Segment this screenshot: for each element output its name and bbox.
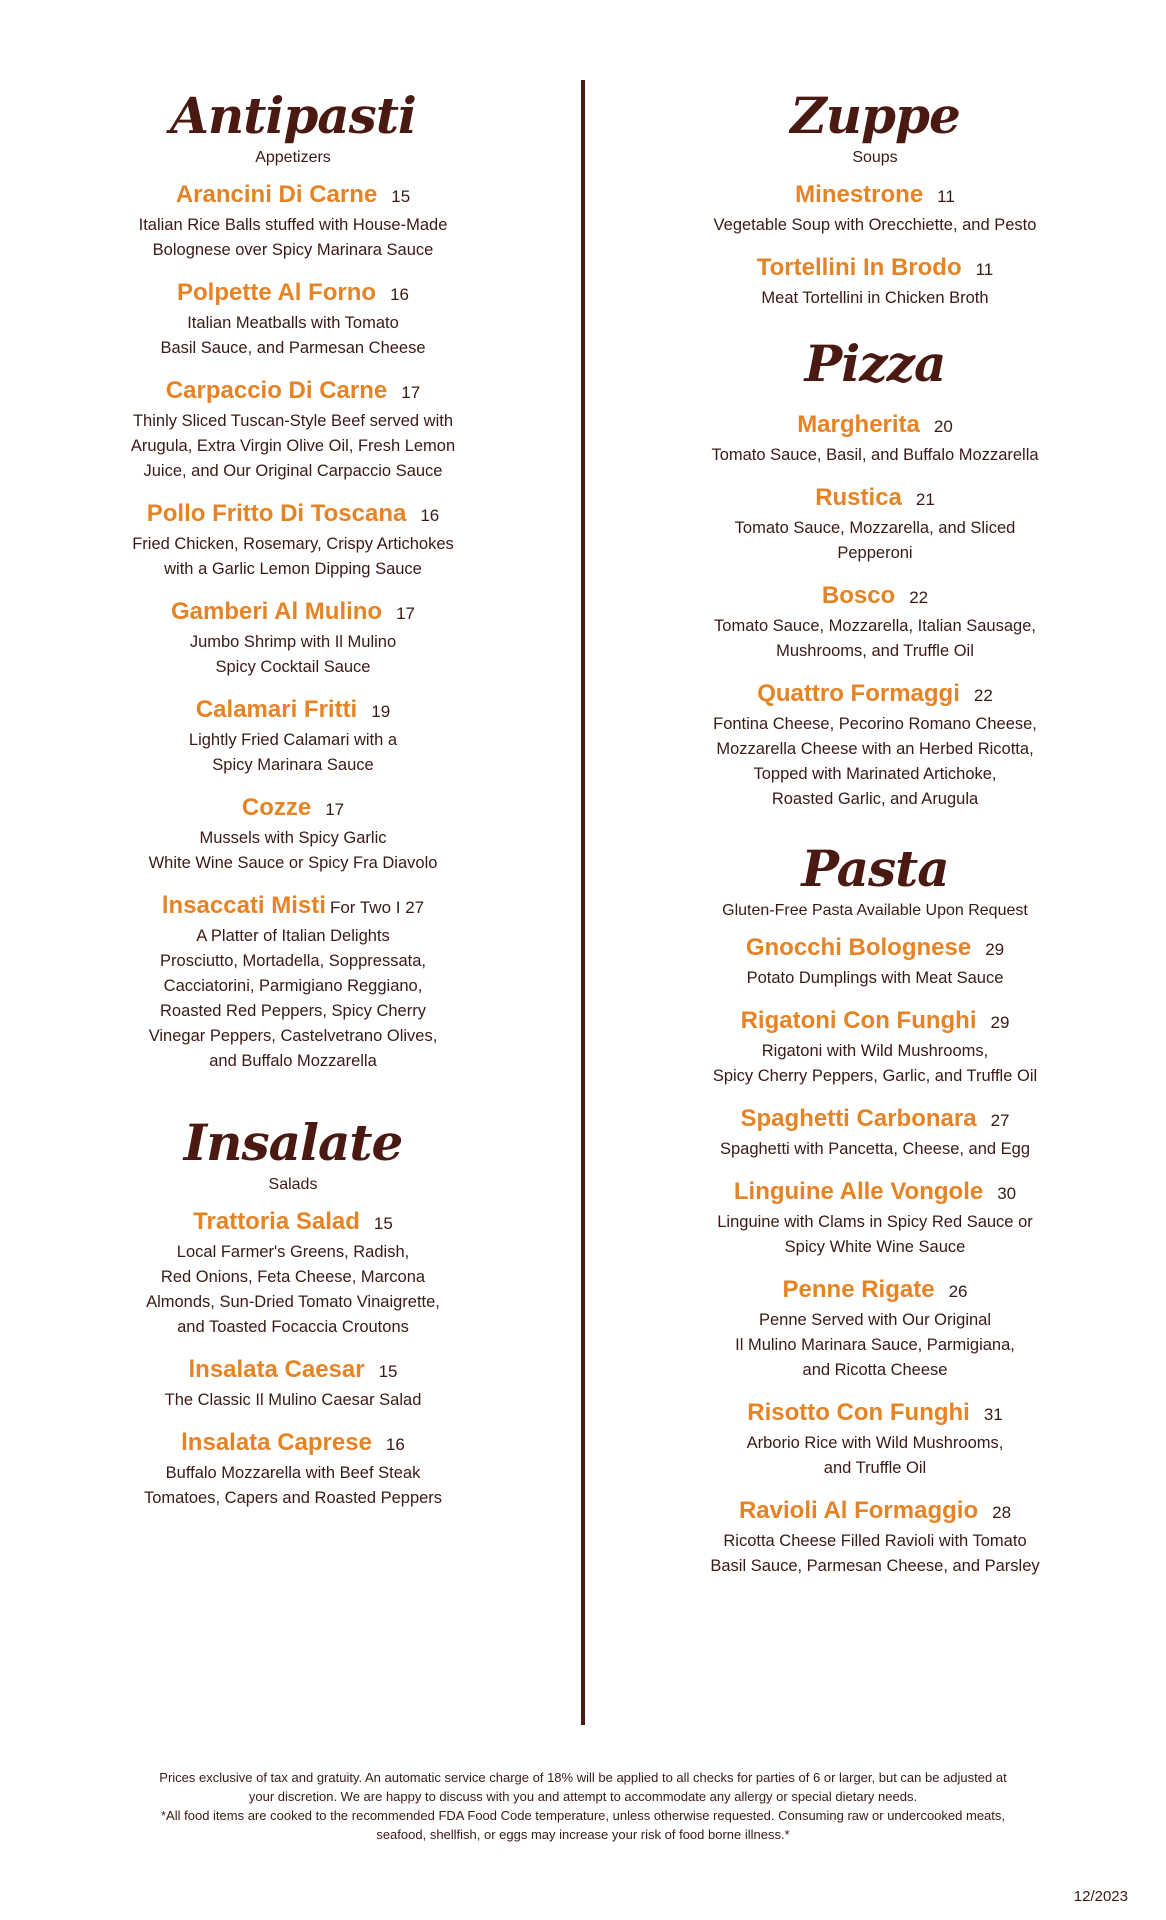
menu-item-price: 15 — [391, 187, 411, 206]
menu-item-price: 16 — [385, 1435, 405, 1454]
section-gap — [120, 1089, 466, 1115]
menu-item — [690, 1496, 1060, 1579]
menu-item-price: 17 — [396, 604, 416, 623]
section-title: Pasta — [801, 839, 949, 898]
menu-item-price: 31 — [983, 1405, 1003, 1424]
menu-item-price: 17 — [325, 800, 345, 819]
menu-item — [120, 1428, 466, 1511]
section-subtitle: Soups — [852, 149, 898, 166]
zuppe-section — [690, 88, 1060, 311]
menu-item-header — [690, 483, 1060, 516]
menu-item-header — [690, 253, 1060, 286]
section-title: Zuppe — [790, 86, 960, 145]
menu-item-header — [120, 376, 466, 409]
menu-item-price: 28 — [992, 1503, 1012, 1522]
menu-item-name: Ravioli Al Formaggio — [738, 1497, 979, 1524]
menu-item-header — [690, 933, 1060, 966]
menu-item-header — [690, 180, 1060, 213]
menu-item-name: Linguine Alle Vongole — [733, 1178, 984, 1205]
menu-item-price: 15 — [378, 1362, 398, 1381]
menu-item-description: Penne Served with Our Original Il Mulino Marinara Sauce, Parmigiana, and Ricotta Cheese — [735, 1311, 1015, 1379]
menu-item — [120, 793, 466, 876]
item-list — [690, 933, 1060, 1579]
menu-item-price: 15 — [373, 1214, 393, 1233]
menu-item-description: Buffalo Mozzarella with Beef Steak Tomatoes, Capers and Roasted Peppers — [143, 1464, 443, 1507]
section-title: Antipasti — [170, 86, 416, 145]
menu-item — [690, 410, 1060, 468]
menu-item-header — [690, 1398, 1060, 1431]
item-list — [120, 180, 466, 1074]
menu-item-price: 16 — [420, 506, 440, 525]
menu-item-price: 20 — [933, 417, 953, 436]
menu-item-description: Vegetable Soup with Orecchiette, and Pesto — [713, 216, 1037, 234]
menu-item-description: Arborio Rice with Wild Mushrooms, and Truffle Oil — [746, 1434, 1004, 1477]
menu-item-description: Italian Rice Balls stuffed with House-Made Bolognese over Spicy Marinara Sauce — [138, 216, 448, 259]
menu-item — [690, 180, 1060, 238]
menu-item-header — [120, 1428, 466, 1461]
menu-item — [690, 1006, 1060, 1089]
menu-item-name: Carpaccio Di Carne — [165, 377, 388, 404]
menu-item-name: lnsaccati Misti — [161, 892, 326, 919]
menu-item-description: Potato Dumplings with Meat Sauce — [746, 969, 1004, 987]
footer-disclaimer: Prices exclusive of tax and gratuity. An automatic service charge of 18% will be applied to all checks for parties of 6 or larger, but can be adjusted at your discretion. We are happy to discuss with you and attempt to accommodate any allergy or special dietary needs. *All food items are cooked to the recommended FDA Food Code temperature, unless otherwise requested. Consuming raw or undercooked meats, seafood, shellfish, or eggs may increase your risk of food borne illness.* — [159, 1770, 1007, 1842]
menu-item — [120, 180, 466, 263]
menu-item-header — [120, 499, 466, 532]
menu-item — [690, 1398, 1060, 1481]
menu-item-name: lnsalata Caprese — [181, 1429, 372, 1456]
menu-item-price: 19 — [371, 702, 391, 721]
menu-item-name: Polpette Al Forno — [176, 279, 377, 306]
menu-item-header — [690, 1275, 1060, 1308]
menu-item-price: 27 — [990, 1111, 1010, 1130]
menu-item-name: Tortellini In Brodo — [756, 254, 962, 281]
menu-item-name: Cozze — [241, 794, 312, 821]
menu-item-header — [120, 695, 466, 728]
menu-item-name: Quattro Formaggi — [757, 680, 960, 707]
menu-item-header — [120, 1207, 466, 1240]
menu-item-description: Lightly Fried Calamari with a Spicy Marinara Sauce — [188, 731, 398, 774]
menu-item-description: Mussels with Spicy Garlic White Wine Sauce or Spicy Fra Diavolo — [148, 829, 438, 872]
menu-item-name: Pollo Fritto Di Toscana — [146, 500, 407, 527]
menu-item-price: 26 — [948, 1282, 968, 1301]
menu-item-header — [120, 180, 466, 213]
menu-item-header — [690, 410, 1060, 443]
menu-item-name: Trattoria Salad — [193, 1208, 360, 1235]
item-list — [690, 180, 1060, 311]
menu-item-price: 11 — [975, 260, 994, 279]
menu-item-description: Rigatoni with Wild Mushrooms, Spicy Cherry Peppers, Garlic, and Truffle Oil — [712, 1042, 1038, 1085]
section-subtitle: Appetizers — [255, 149, 331, 166]
menu-item-name: Calamari Fritti — [195, 696, 358, 723]
section-title: Insalate — [183, 1113, 403, 1172]
menu-item — [690, 581, 1060, 664]
menu-item-description: Tomato Sauce, Basil, and Buffalo Mozzarella — [711, 446, 1039, 464]
menu-item-description: Thinly Sliced Tuscan-Style Beef served with Arugula, Extra Virgin Olive Oil, Fresh Lemon Juice, and Our Original Carpaccio Sauce — [130, 412, 456, 480]
pizza-section — [690, 336, 1060, 812]
menu-item-header — [690, 1006, 1060, 1039]
menu-item-description: Italian Meatballs with Tomato Basil Sauce, and Parmesan Cheese — [160, 314, 426, 357]
menu-item-description: Ricotta Cheese Filled Ravioli with Tomato Basil Sauce, Parmesan Cheese, and Parsley — [710, 1532, 1040, 1575]
menu-item-note: For Two I 27 — [329, 898, 425, 917]
menu-item-name: Bosco — [821, 582, 896, 609]
left-column — [120, 88, 466, 1526]
right-column — [690, 88, 1060, 1594]
menu-item-price: 16 — [390, 285, 410, 304]
menu-item — [690, 483, 1060, 566]
menu-item-name: Rustica — [815, 484, 902, 511]
menu-item-price: 30 — [997, 1184, 1017, 1203]
menu-item — [120, 499, 466, 582]
menu-item — [120, 278, 466, 361]
menu-item-header — [690, 1104, 1060, 1137]
menu-item-name: lnsalata Caesar — [188, 1356, 365, 1383]
menu-item — [690, 679, 1060, 812]
menu-item-price: 21 — [915, 490, 935, 509]
menu-item-name: Gnocchi Bolognese — [745, 934, 972, 961]
menu-item-name: Penne Rigate — [782, 1276, 935, 1303]
menu-item — [690, 933, 1060, 991]
menu-item-price: 11 — [937, 187, 955, 206]
section-subtitle: Salads — [268, 1176, 318, 1193]
menu-item — [690, 1275, 1060, 1383]
menu-item-description: Local Farmer's Greens, Radish, Red Onions, Feta Cheese, Marcona Almonds, Sun-Dried Tomato Vinaigrette, and Toasted Focaccia Croutons — [146, 1243, 440, 1336]
menu-item-header — [120, 278, 466, 311]
menu-item-price: 29 — [985, 940, 1005, 959]
menu-item-description: Fontina Cheese, Pecorino Romano Cheese, Mozzarella Cheese with an Herbed Ricotta, Topped with Marinated Artichoke, Roasted Garlic, and Arugula — [713, 715, 1037, 808]
item-list — [690, 410, 1060, 812]
menu-item — [120, 376, 466, 484]
menu-item-name: Spaghetti Carbonara — [740, 1105, 977, 1132]
menu-item — [120, 695, 466, 778]
column-divider — [581, 80, 585, 1725]
menu-date: 12/2023 — [1073, 1888, 1128, 1905]
menu-item-header — [120, 1355, 466, 1388]
menu-item-description: The Classic Il Mulino Caesar Salad — [164, 1391, 422, 1409]
menu-item-header — [120, 891, 466, 924]
menu-item-description: A Platter of Italian Delights Prosciutto, Mortadella, Soppressata, Cacciatorini, Parmigiano Reggiano, Roasted Red Peppers, Spicy Cherry Vinegar Peppers, Castelvetrano Olives, and Buffalo Mozzarella — [148, 927, 438, 1070]
menu-item-name: Margherita — [797, 411, 920, 438]
menu-item-header — [120, 597, 466, 630]
menu-item-description: Spaghetti with Pancetta, Cheese, and Egg — [719, 1140, 1031, 1158]
antipasti-section — [120, 88, 466, 1074]
menu-item — [120, 1355, 466, 1413]
menu-item-header — [120, 793, 466, 826]
menu-item-price: 22 — [909, 588, 929, 607]
insalate-section — [120, 1115, 466, 1511]
menu-item-description: Jumbo Shrimp with Il Mulino Spicy Cocktail Sauce — [189, 633, 397, 676]
menu-item-name: Rigatoni Con Funghi — [740, 1007, 977, 1034]
item-list — [120, 1207, 466, 1511]
menu-item-description: Linguine with Clams in Spicy Red Sauce or Spicy White Wine Sauce — [717, 1213, 1033, 1256]
menu-item — [690, 1104, 1060, 1162]
menu-item — [120, 1207, 466, 1340]
menu-item — [690, 253, 1060, 311]
menu-item-description: Tomato Sauce, Mozzarella, and Sliced Pepperoni — [734, 519, 1016, 562]
menu-item-price: 17 — [401, 383, 421, 402]
menu-item-price: 22 — [973, 686, 993, 705]
section-title: Pizza — [804, 334, 946, 393]
pasta-section — [690, 841, 1060, 1579]
menu-item — [690, 1177, 1060, 1260]
menu-item-name: Arancini Di Carne — [175, 181, 378, 208]
menu-item-name: Gamberi Al Mulino — [170, 598, 383, 625]
menu-item-header — [690, 581, 1060, 614]
menu-item-description: Fried Chicken, Rosemary, Crispy Artichokes with a Garlic Lemon Dipping Sauce — [132, 535, 454, 578]
section-subtitle: Gluten-Free Pasta Available Upon Request — [722, 902, 1028, 919]
menu-item-price: 29 — [990, 1013, 1010, 1032]
menu-item-header — [690, 1177, 1060, 1210]
menu-item-description: Meat Tortellini in Chicken Broth — [761, 289, 989, 307]
menu-item-description: Tomato Sauce, Mozzarella, Italian Sausage, Mushrooms, and Truffle Oil — [714, 617, 1036, 660]
menu-item — [120, 891, 466, 1074]
menu-item — [120, 597, 466, 680]
menu-item-name: Minestrone — [795, 181, 924, 208]
menu-item-header — [690, 679, 1060, 712]
menu-item-header — [690, 1496, 1060, 1529]
menu-item-name: Risotto Con Funghi — [747, 1399, 970, 1426]
